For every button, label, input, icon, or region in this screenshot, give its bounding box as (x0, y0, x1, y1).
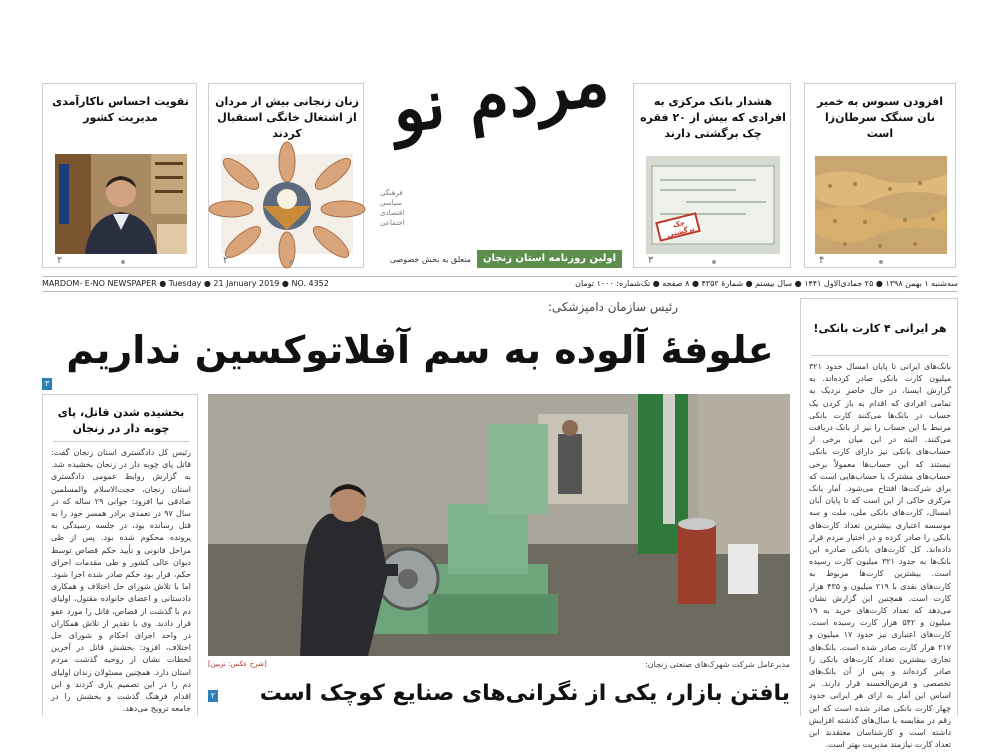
teaser-hands[interactable] (208, 83, 364, 268)
masthead-logo: مردم نو (386, 41, 614, 149)
dot-divider (289, 260, 293, 264)
tagline-banner: اولین روزنامه استان زنجان (477, 250, 622, 268)
hands-image (221, 154, 353, 254)
dot-divider (879, 260, 883, 264)
teaser-title: زنان زنجانی بیش از مردان از اشتغال خانگی استقبال کردند (215, 95, 359, 140)
side-story-body: بانک‌های ایرانی تا پایان امسال حدود ۳۲۱ میلیون کارت بانکی صادر کرده‌اند. به گزارش ایسنا، در حال حاضر نزدیک به تمامی افرادی که اقدام به باز کردن یک حساب در بانک‌ها می‌کنند کارت بانکی مرتبط با این حساب را نیز از بانک دریافت می‌کنند. البته در این میان برخی از حساب‌های بانکی نیز دارای کارت بانکی نیستند که این حساب‌ها معمولاً برخی حساب‌های مشترک یا حساب‌هایی است که برای شرکت‌ها افتتاح می‌شود. آمار بانک مرکزی حاکی از این است که تا پایان آبان امسال، کارت‌های بانکی ملی، ملت و سه موسسه اعتباری بیشترین تعداد کارت‌های بانکی را صادر کرده و در اختیار مردم قرار داده‌اند. کل کارت‌های بانکی صادره این بانک‌ها به حدود ۳۲۱ میلیون کارت رسیده است. بیشترین کارت‌ها مربوط به کارت‌های نقدی با ۲۱۹ میلیون و ۴۳۵ هزار کارت است. همچنین این گزارش نشان می‌دهد که تعداد کارت‌های خرید به ۱۹ میلیون و ۵۴۲ هزار کارت رسیده است. کارت‌های اعتباری نیز حدود ۱۷ میلیون و ۲۱۷ هزار کارت صادر شده است. بانک‌های تجاری بیشترین تعداد کارت‌های بانکی را صادر کرده‌اند و پس از آن بانک‌های تخصصی و قرض‌الحسنه قرار دارند. بر اساس این آمار به ازای هر ایرانی حدود چهار کارت بانکی صادر شده است که این رقم در مقایسه با سال‌های گذشته افزایش داشته است و کارشناسان معتقدند این تعداد کارت نیازمند مدیریت بهتر است. (809, 362, 952, 750)
masthead-tagline (378, 250, 622, 268)
teaser-title: افزودن سبوس به خمیر نان سنگک سرطان‌زا است (817, 95, 943, 140)
workshop-photo (208, 394, 790, 656)
headline-rule (811, 355, 949, 356)
masthead (378, 40, 622, 272)
dot-divider (121, 260, 125, 264)
owner-note: متعلق به بخش خصوصی (389, 254, 471, 264)
main-page-tag: ۳ (42, 378, 52, 390)
masthead-side-words (380, 188, 436, 228)
cheque-image (646, 156, 780, 254)
side-story-body: رئیس کل دادگستری استان زنجان گفت: قاتل پای چوبه دار در زنجان بخشیده شد. به گزارش روابط عمومی دادگستری استان زنجان، حجت‌الاسلام والمسلمین صادقی نیا افزود: جوانی ۲۹ ساله که در سال ۹۷ در تعمدی برادر همسر خود را به قتل رسانده بود، در جلسه رسیدگی به پرونده محکوم شده بود. پس از طی مراحل قانونی و تأیید حکم قصاص توسط دیوان عالی کشور و طی مقدمات اجرای حکم، قرار بود حکم صادر شده اجرا شود. اما با تلاش شورای حل اختلاف و همکاری دادستانی و اعضای خانواده مقتول، اولیای دم با گذشت از قصاص، قاتل را مورد عفو قرار دادند. وی با تقدیر از تلاش همکاران در واحد اجرای احکام و شورای حل اختلاف، افزود: بخشش قاتل در آخرین لحظات نشان از روحیه گذشت مردم استان دارد. همچنین مسئولان زندان اولیای دم را در این تصمیم یاری کردند و این اقدام فرهنگ گذشت و بخشش را در جامعه ترویج می‌دهد. (51, 448, 192, 714)
page-number: ۳ (648, 255, 654, 266)
page-number: ۲ (57, 255, 63, 266)
photo-story-headline[interactable]: یافتن بازار، یکی از نگرانی‌های صنایع کوچک است (259, 681, 790, 706)
teaser-bread[interactable] (804, 83, 956, 268)
side-story-headline: هر ایرانی ۴ کارت بانکی! (813, 322, 947, 335)
side-story-left[interactable] (42, 394, 198, 716)
side-word: فرهنگی (380, 189, 403, 197)
side-story-headline: بخشیده شدن قاتل، پای چوبه دار در زنجان (57, 406, 185, 435)
stamp-label: چک برگشتی (666, 218, 696, 240)
side-word: اجتماعی (380, 219, 405, 227)
photo-story-page-tag: ۲ (208, 690, 218, 702)
teaser-title: تقویت احساس ناکارآمدی مدیریت کشور (52, 95, 189, 124)
side-story-right[interactable] (800, 298, 958, 750)
dateline-left: MARDOM- E-NO NEWSPAPER ● Tuesday ● 21 January 2019 ● NO. 4352 (42, 279, 329, 288)
side-word: اقتصادی (380, 209, 405, 217)
dateline-bottom-rule (42, 291, 958, 292)
page-number: ۲ (223, 255, 229, 266)
photo-credit: [شرح عکس: تزیین] (208, 660, 267, 668)
teaser-title: هشدار بانک مرکزی به افرادی که بیش از ۲۰ فقره چک برگشتی دارند (640, 95, 786, 140)
headline-rule (53, 441, 189, 442)
dateline-top-rule (42, 276, 958, 277)
portrait-image (55, 154, 187, 254)
main-kicker: رئیس سازمان دامپزشکی: (547, 300, 678, 314)
teaser-portrait[interactable] (42, 83, 197, 268)
bread-image (815, 156, 947, 254)
page-number: ۴ (819, 255, 825, 266)
dot-divider (712, 260, 716, 264)
photo-caption: مدیرعامل شرکت شهرک‌های صنعتی زنجان: (645, 660, 790, 669)
dateline-right: سه‌شنبه ۱ بهمن ۱۳۹۸ ● ۲۵ جمادی‌الاول ۱۴۴۱ ● سال بیستم ● شمارهٔ ۴۳۵۲ ● ۸ صفحه ● تک‌شماره: ۱۰۰۰ تومان (575, 279, 958, 288)
side-word: سیاسی (380, 199, 402, 207)
teaser-cheque[interactable] (633, 83, 791, 268)
main-headline[interactable]: علوفهٔ آلوده به سم آفلاتوکسین نداریم (66, 328, 774, 372)
